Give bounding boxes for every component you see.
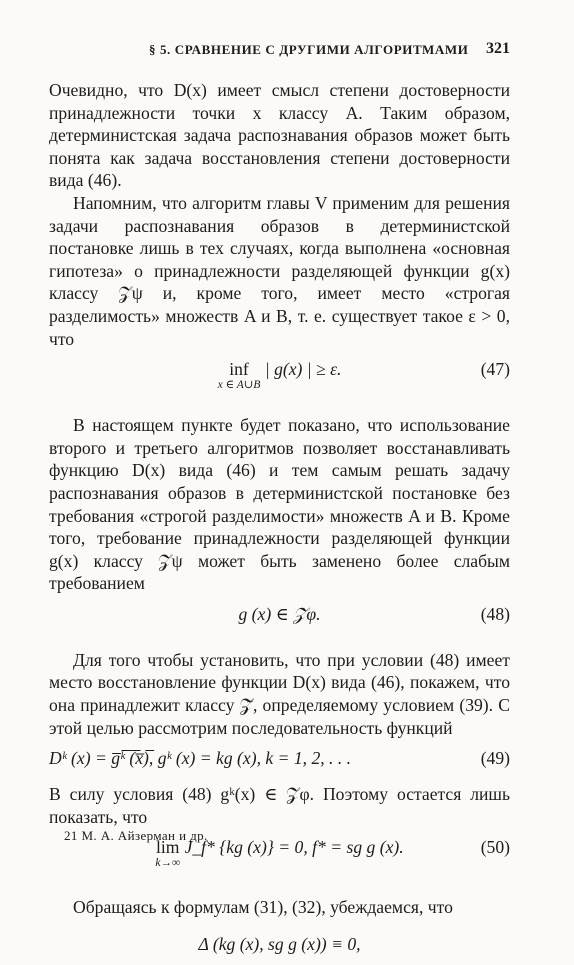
formula-47-body: | g(x) | ≥ ε.	[264, 359, 342, 380]
formula-47-expression	[49, 358, 510, 391]
formula-47-operator: inf x ∈ A∪B	[217, 359, 261, 391]
formula-48-expression: g (x) ∈ 𝒵φ.	[238, 603, 321, 624]
formula-48	[49, 599, 510, 629]
formula-50-operator: lim k→∞	[155, 837, 181, 870]
formula-51-expression: Δ (kg (x), sg g (x)) ≡ 0,	[198, 934, 361, 955]
formula-51	[49, 929, 510, 959]
formula-50-subscript: k→∞	[155, 857, 181, 870]
signature-footer: 21 М. А. Айзерман и др.	[64, 828, 208, 843]
formula-47	[49, 354, 510, 394]
formula-50-number: (50)	[480, 837, 510, 858]
running-title: § 5. СРАВНЕНИЕ С ДРУГИМИ АЛГОРИТМАМИ	[149, 42, 469, 57]
page-header	[49, 40, 510, 62]
formula-50-body: J_f* {kg (x)} = 0, f* = sg g (x).	[184, 837, 404, 858]
paragraph-1: Очевидно, что D(x) имеет смысл степени достоверности принадлежности точки x классу A. Таким образом, детерминистская задача распознавания образов может быть понята как задача восстановления степени достоверности вида (46).	[49, 80, 510, 191]
formula-49-expression: Dᵏ (x) = g̅ᵏ̅ ̅(̅x̅)̅, gᵏ (x) = kg (x), k = 1, 2, . . .	[49, 748, 352, 769]
paragraph-3: В настоящем пункте будет показано, что использование второго и третьего алгоритмов позволяет восстанавливать функцию D(x) вида (46) и тем самым решать задачу распознавания образов в детерминистской постановке без требования «строгой разделимости» множеств A и B. Кроме того, требование принадлежности разделяющей функции g(x) классу 𝒵ψ может быть заменено более слабым требованием	[49, 415, 510, 594]
formula-48-number: (48)	[480, 603, 510, 624]
paragraph-4: Для того чтобы установить, что при условии (48) имеет место восстановление функции D(x) вида (46), покажем, что она принадлежит классу 𝒵̃, определяемому условием (39). С этой целью рассмотрим последовательность функций	[49, 649, 510, 738]
paragraph-5: В силу условия (48) gᵏ(x) ∈ 𝒵φ. Поэтому остается лишь показать, что	[49, 784, 510, 827]
page-number: 321	[486, 40, 510, 57]
formula-49	[49, 743, 510, 777]
paragraph-2: Напомним, что алгоритм главы V применим для решения задачи распознавания образов в детерминистской постановке лишь в тех случаях, когда выполнена «основная гипотеза» о принадлежности разделяющей функции g(x) классу 𝒵ψ и, кроме того, имеет место «строгая разделимость» множеств A и B, т. е. существует такое ε > 0, что	[49, 192, 510, 349]
formula-47-number: (47)	[480, 359, 510, 380]
formula-49-number: (49)	[480, 748, 510, 769]
paragraph-6: Обращаясь к формулам (31), (32), убеждаемся, что	[73, 897, 453, 918]
formula-47-subscript: x ∈ A∪B	[217, 378, 261, 391]
